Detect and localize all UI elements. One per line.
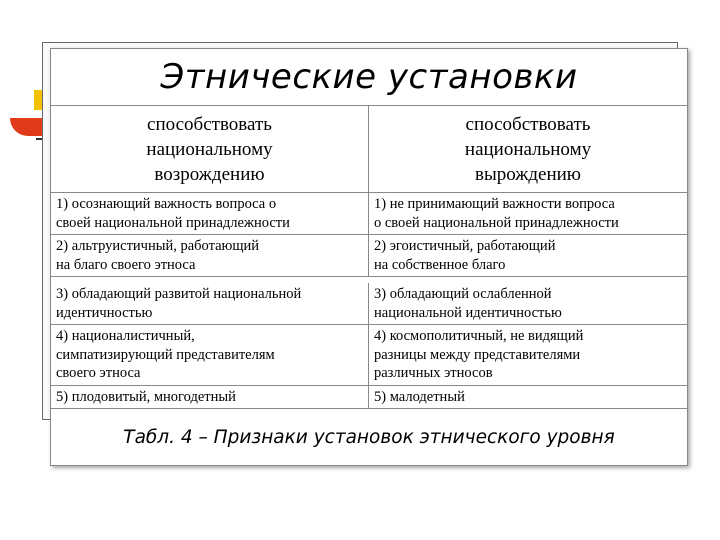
slide-title: Этнические установки xyxy=(160,57,578,97)
table-header-row xyxy=(51,106,687,193)
cell-line: своей национальной принадлежности xyxy=(56,214,290,231)
cell-revival xyxy=(51,235,369,276)
title-bar xyxy=(51,49,687,106)
slide xyxy=(50,48,688,466)
cell-line: национальной идентичностью xyxy=(374,304,562,321)
cell-revival xyxy=(51,283,369,324)
cell-line: разницы между представителями xyxy=(374,346,581,363)
cell-revival xyxy=(51,325,369,385)
cell-line: 1) не принимающий важности вопроса xyxy=(374,196,615,212)
table-row xyxy=(51,193,687,235)
cell-line: 2) эгоистичный, работающий xyxy=(374,238,556,254)
cell-degeneration xyxy=(369,193,687,234)
cell-line: о своей национальной принадлежности xyxy=(374,214,619,231)
cell-line: симпатизирующий представителям xyxy=(56,346,275,363)
cell-line: 4) националистичный, xyxy=(56,328,195,344)
table-caption: Табл. 4 – Признаки установок этнического уровня xyxy=(123,427,615,448)
header-degeneration: способствовать национальному вырождению xyxy=(464,113,592,185)
cell-revival xyxy=(51,386,369,409)
cell-line: 3) обладающий ослабленной xyxy=(374,286,552,302)
cell-revival xyxy=(51,193,369,234)
cell-degeneration xyxy=(369,325,687,385)
cell-line: на собственное благо xyxy=(374,256,506,273)
cell-line: 2) альтруистичный, работающий xyxy=(56,238,260,254)
cell-line: идентичностью xyxy=(56,304,153,321)
cell-line: на благо своего этноса xyxy=(56,256,196,273)
table-row xyxy=(51,277,687,325)
cell-line: 5) плодовитый, многодетный xyxy=(56,388,236,405)
cell-line: различных этносов xyxy=(374,365,493,381)
cell-degeneration xyxy=(369,235,687,276)
table-row xyxy=(51,325,687,386)
attitudes-table xyxy=(51,106,687,409)
cell-line: 5) малодетный xyxy=(374,388,465,405)
cell-degeneration xyxy=(369,386,687,409)
header-revival: способствовать национальному возрождению xyxy=(51,106,369,192)
cell-line: 3) обладающий развитой национальной xyxy=(56,286,302,302)
cell-line: 1) осознающий важность вопроса о xyxy=(56,196,277,212)
table-row xyxy=(51,235,687,277)
table-row xyxy=(51,386,687,410)
cell-line: 4) космополитичный, не видящий xyxy=(374,328,584,344)
cell-degeneration xyxy=(369,283,687,324)
cell-line: своего этноса xyxy=(56,365,141,381)
